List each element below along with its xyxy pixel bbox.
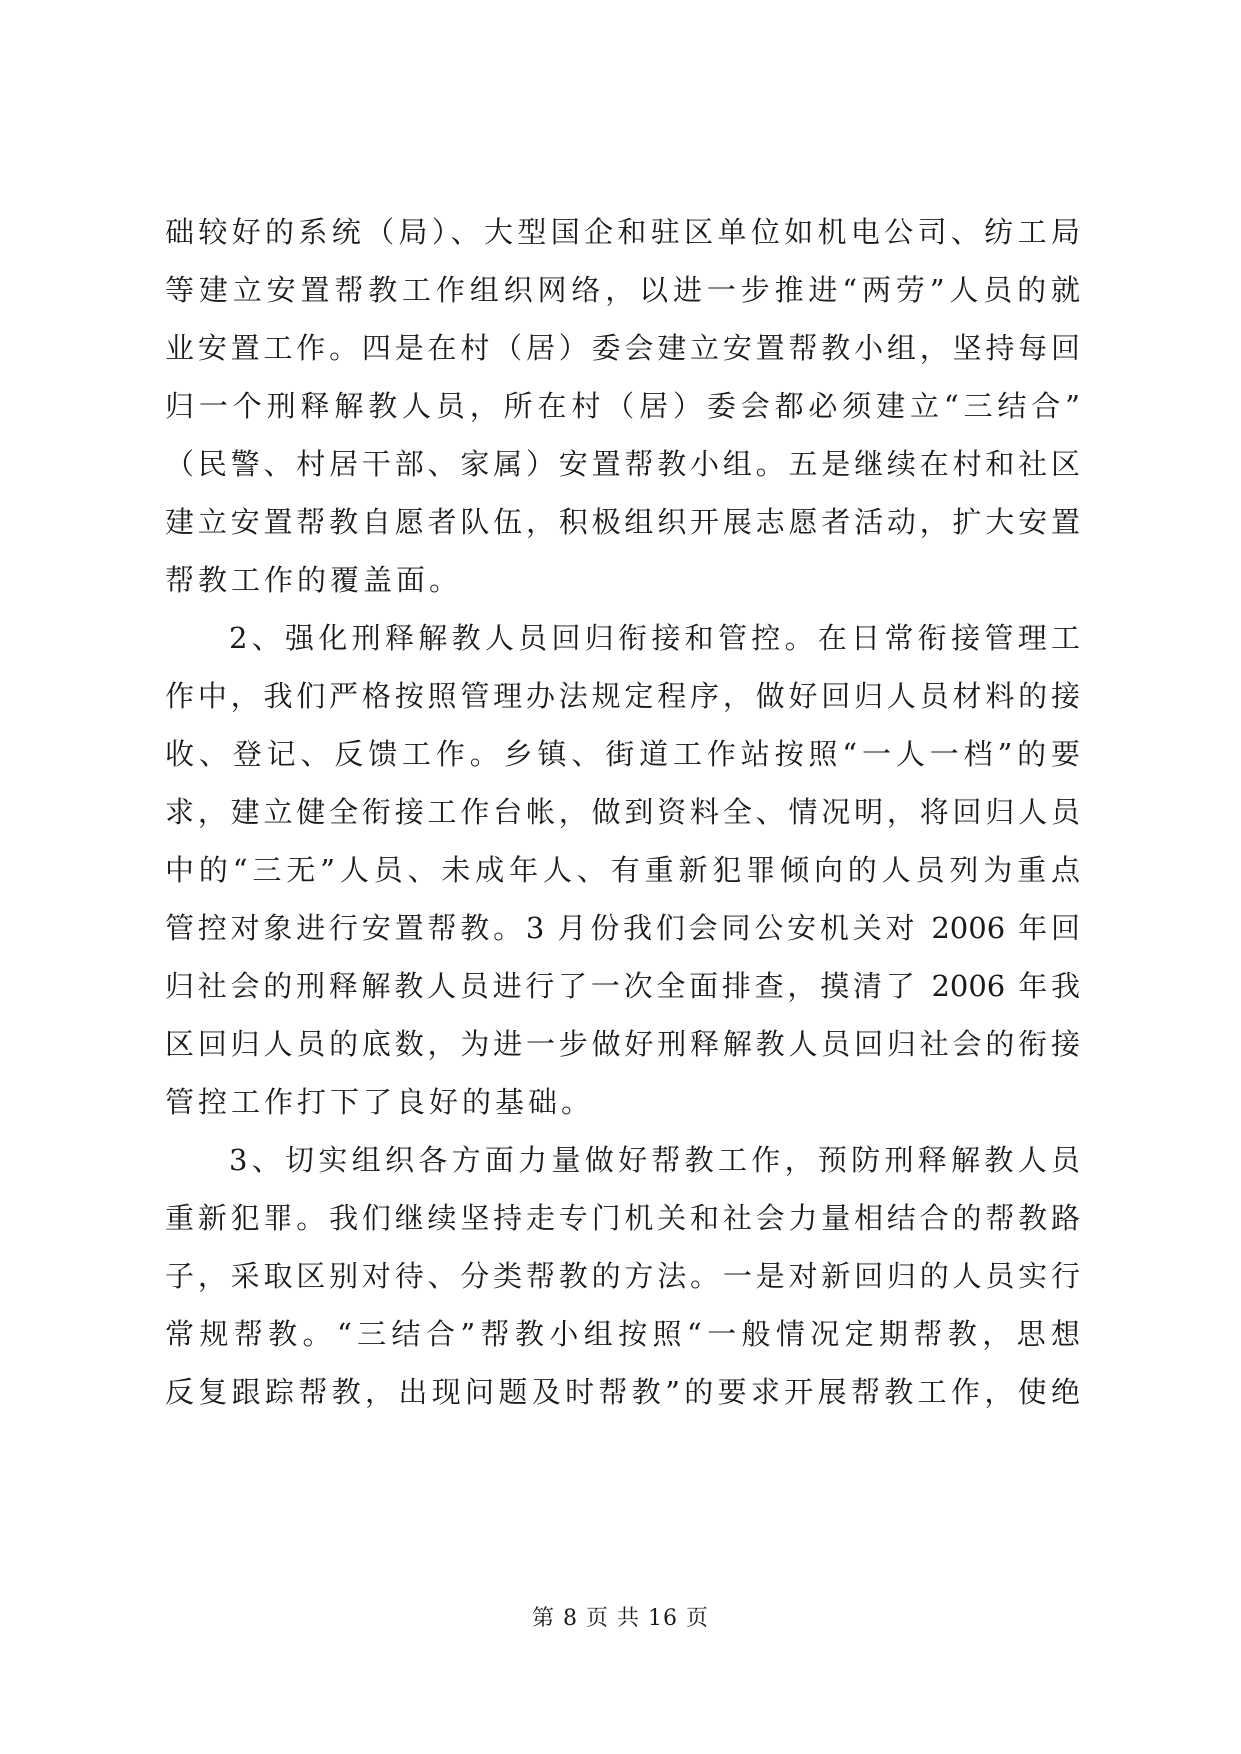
body-text bbox=[165, 203, 1080, 1421]
text-line: 础较好的系统（局）、大型国企和驻区单位如机电公司、纺工局 bbox=[165, 215, 1080, 249]
text-line: 收、登记、反馈工作。乡镇、街道工作站按照“一人一档”的要 bbox=[165, 737, 1080, 771]
text-line: 作中，我们严格按照管理办法规定程序，做好回归人员材料的接 bbox=[165, 679, 1080, 713]
text-line: 区回归人员的底数，为进一步做好刑释解教人员回归社会的衔接 bbox=[165, 1027, 1080, 1061]
paragraph-3 bbox=[165, 1131, 1080, 1421]
text-line: 归一个刑释解教人员，所在村（居）委会都必须建立“三结合” bbox=[165, 389, 1080, 423]
text-line: 子，采取区别对待、分类帮教的方法。一是对新回归的人员实行 bbox=[165, 1259, 1080, 1293]
text-line: 重新犯罪。我们继续坚持走专门机关和社会力量相结合的帮教路 bbox=[165, 1201, 1080, 1235]
text-line: 中的“三无”人员、未成年人、有重新犯罪倾向的人员列为重点 bbox=[165, 853, 1080, 887]
text-line: 业安置工作。四是在村（居）委会建立安置帮教小组，坚持每回 bbox=[165, 331, 1080, 365]
text-line: 建立安置帮教自愿者队伍，积极组织开展志愿者活动，扩大安置 bbox=[165, 505, 1080, 539]
text-line: 归社会的刑释解教人员进行了一次全面排查，摸清了 2006 年我 bbox=[165, 969, 1080, 1003]
page-number-footer: 第 8 页 共 16 页 bbox=[532, 1606, 709, 1631]
paragraph-1 bbox=[165, 203, 1080, 609]
text-line: 管控对象进行安置帮教。3 月份我们会同公安机关对 2006 年回 bbox=[165, 911, 1080, 945]
text-line: 等建立安置帮教工作组织网络，以进一步推进“两劳”人员的就 bbox=[165, 273, 1080, 307]
text-line: 求，建立健全衔接工作台帐，做到资料全、情况明，将回归人员 bbox=[165, 795, 1080, 829]
text-line: 反复跟踪帮教，出现问题及时帮教”的要求开展帮教工作，使绝 bbox=[165, 1375, 1080, 1409]
text-line: 帮教工作的覆盖面。 bbox=[165, 563, 463, 597]
paragraph-2 bbox=[165, 609, 1080, 1131]
text-line: 2、强化刑释解教人员回归衔接和管控。在日常衔接管理工 bbox=[229, 621, 1080, 655]
text-line: （民警、村居干部、家属）安置帮教小组。五是继续在村和社区 bbox=[165, 447, 1080, 481]
text-line: 3、切实组织各方面力量做好帮教工作，预防刑释解教人员 bbox=[229, 1143, 1080, 1177]
text-line: 管控工作打下了良好的基础。 bbox=[165, 1085, 595, 1119]
text-line: 常规帮教。“三结合”帮教小组按照“一般情况定期帮教，思想 bbox=[165, 1317, 1080, 1351]
